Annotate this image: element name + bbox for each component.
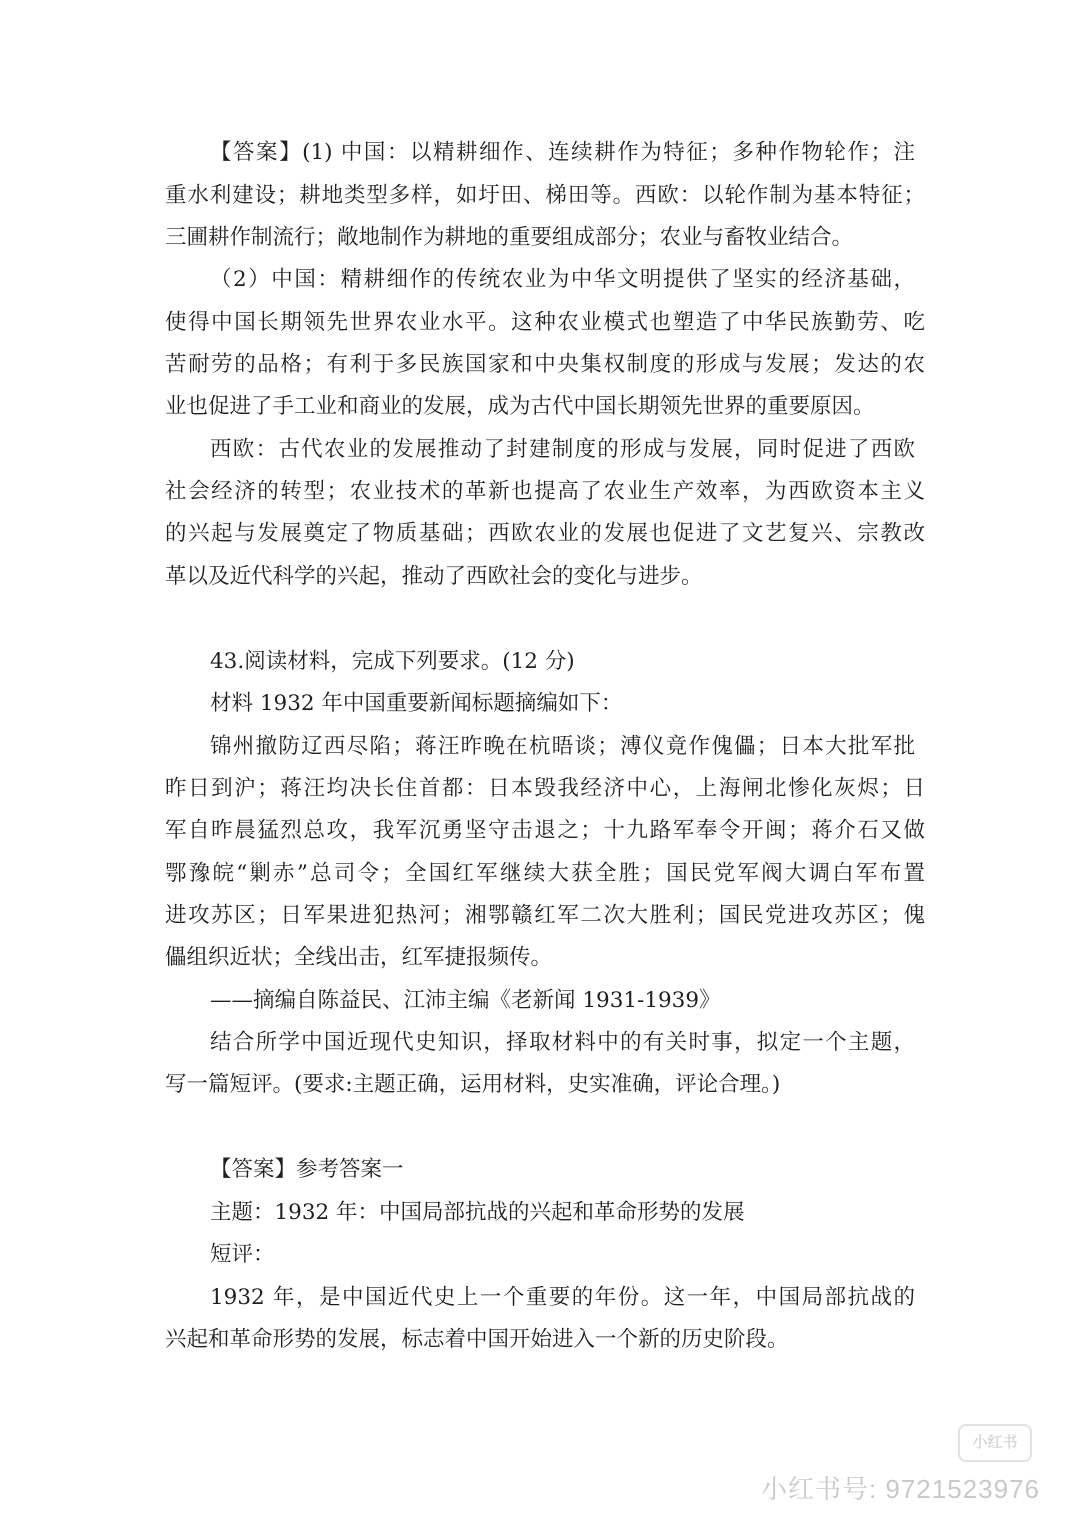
question43-title: 43.阅读材料，完成下列要求。(12 分) — [210, 649, 575, 674]
xiaohongshu-logo-watermark: 小红书 — [958, 1424, 1032, 1462]
answer43-line-4: 1932 年，是中国近代史上一个重要的年份。这一年，中国局部抗战的 — [210, 1285, 915, 1310]
answer1-line-10: 的兴起与发展奠定了物质基础；西欧农业的发展也促进了文艺复兴、宗教改 — [165, 521, 925, 546]
question43-line-7: 进攻苏区；日军果进犯热河；湘鄂赣红军二次大胜利；国民党进攻苏区；傀 — [165, 903, 925, 928]
answer1-line-4: （2）中国：精耕细作的传统农业为中华文明提供了坚实的经济基础， — [210, 267, 915, 292]
question43-task-line-2: 写一篇短评。(要求:主题正确，运用材料，史实准确，评论合理。) — [165, 1072, 781, 1097]
xiaohongshu-id-watermark: 小红书号: 9721523976 — [760, 1474, 1040, 1504]
answer1-line-8: 西欧：古代农业的发展推动了封建制度的形成与发展，同时促进了西欧 — [210, 437, 915, 462]
answer1-line-1: 【答案】(1) 中国：以精耕细作、连续耕作为特征；多种作物轮作；注 — [210, 140, 915, 165]
answer43-line-5: 兴起和革命形势的发展，标志着中国开始进入一个新的历史阶段。 — [165, 1327, 789, 1352]
answer1-line-6: 苦耐劳的品格；有利于多民族国家和中央集权制度的形成与发展；发达的农 — [165, 352, 925, 377]
answer1-line-3: 三圃耕作制流行；敞地制作为耕地的重要组成部分；农业与畜牧业结合。 — [165, 225, 854, 250]
question43-line-3: 锦州撤防辽西尽陷；蒋汪昨晚在杭晤谈；溥仪竟作傀儡；日本大批军批 — [210, 734, 915, 759]
question43-material-intro: 材料 1932 年中国重要新闻标题摘编如下： — [210, 691, 623, 716]
answer1-line-11: 革以及近代科学的兴起，推动了西欧社会的变化与进步。 — [165, 564, 703, 589]
answer1-line-5: 使得中国长期领先世界农业水平。这种农业模式也塑造了中华民族勤劳、吃 — [165, 310, 925, 335]
question43-line-5: 军自昨晨猛烈总攻，我军沉勇坚守击退之；十九路军奉令开闽；蒋介石又做 — [165, 818, 925, 843]
answer43-review-label: 短评： — [210, 1242, 275, 1267]
question43-source: ——摘编自陈益民、江沛主编《老新闻 1931-1939》 — [210, 988, 721, 1013]
answer1-line-7: 业也促进了手工业和商业的发展，成为古代中国长期领先世界的重要原因。 — [165, 394, 875, 419]
answer43-heading: 【答案】参考答案一 — [210, 1157, 404, 1182]
question43-line-4: 昨日到沪；蒋汪均决长住首都：日本毁我经济中心，上海闸北惨化灰烬；日 — [165, 776, 925, 801]
answer43-theme: 主题：1932 年：中国局部抗战的兴起和革命形势的发展 — [210, 1200, 745, 1225]
question43-task-line-1: 结合所学中国近现代史知识，择取材料中的有关时事，拟定一个主题， — [210, 1030, 915, 1055]
question43-line-6: 鄂豫皖“剿赤”总司令；全国红军继续大获全胜；国民党军阀大调白军布置 — [165, 861, 925, 886]
question43-line-8: 儡组织近状；全线出击，红军捷报频传。 — [165, 945, 553, 970]
answer1-line-2: 重水利建设；耕地类型多样，如圩田、梯田等。西欧：以轮作制为基本特征； — [165, 183, 925, 208]
answer1-line-9: 社会经济的转型；农业技术的革新也提高了农业生产效率，为西欧资本主义 — [165, 479, 925, 504]
